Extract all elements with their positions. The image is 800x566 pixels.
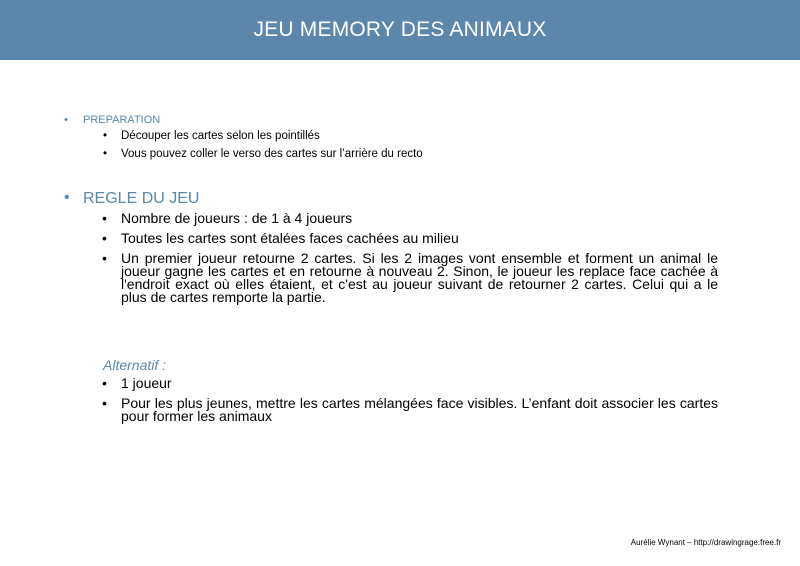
bullet-icon: • bbox=[102, 250, 107, 266]
footer-credit: Aurélie Wynant – http://drawingrage.free.fr bbox=[630, 538, 781, 547]
rules-heading-row bbox=[0, 190, 800, 212]
list-item bbox=[0, 232, 718, 245]
list-item-text: Un premier joueur retourne 2 cartes. Si les 2 images vont ensemble et forment un animal le joueur gagne les cartes et en retourne à nouveau 2. Sinon, le joueur les replace face cachée à l'endroit exact où elles étaient, et c'est au joueur suivant de retourner 2 cartes. Celui qui a le plus de cartes remporte la partie. bbox=[121, 250, 718, 305]
alternative-list bbox=[0, 377, 718, 430]
list-item-text: Vous pouvez coller le verso des cartes sur l’arrière du recto bbox=[121, 148, 423, 160]
list-item-text: Découper les cartes selon les pointillés bbox=[121, 130, 320, 142]
bullet-icon: • bbox=[102, 210, 107, 226]
list-item bbox=[0, 252, 718, 304]
list-item-text: 1 joueur bbox=[121, 375, 172, 391]
list-item bbox=[0, 377, 718, 390]
bullet-icon: • bbox=[64, 114, 68, 126]
page-title: JEU MEMORY DES ANIMAUX bbox=[253, 18, 547, 41]
list-item bbox=[0, 212, 718, 225]
title-banner bbox=[0, 0, 800, 60]
rules-section bbox=[0, 190, 800, 311]
bullet-icon: • bbox=[64, 189, 70, 206]
rules-list bbox=[0, 212, 800, 304]
bullet-icon: • bbox=[103, 148, 108, 160]
list-item bbox=[0, 397, 718, 423]
preparation-section bbox=[0, 114, 800, 166]
alternative-heading: Alternatif : bbox=[103, 357, 167, 373]
preparation-heading: PREPARATION bbox=[83, 114, 161, 126]
list-item-text: Nombre de joueurs : de 1 à 4 joueurs bbox=[121, 210, 353, 226]
preparation-heading-row bbox=[0, 114, 800, 130]
list-item bbox=[0, 148, 800, 166]
list-item-text: Toutes les cartes sont étalées faces cachées au milieu bbox=[121, 230, 459, 246]
bullet-icon: • bbox=[102, 230, 107, 246]
bullet-icon: • bbox=[103, 130, 108, 142]
bullet-icon: • bbox=[102, 395, 107, 411]
list-item-text: Pour les plus jeunes, mettre les cartes mélangées face visibles. L’enfant doit associer les cartes pour former les animaux bbox=[121, 395, 718, 424]
list-item bbox=[0, 130, 800, 148]
rules-heading: REGLE DU JEU bbox=[83, 190, 200, 207]
bullet-icon: • bbox=[102, 375, 107, 391]
